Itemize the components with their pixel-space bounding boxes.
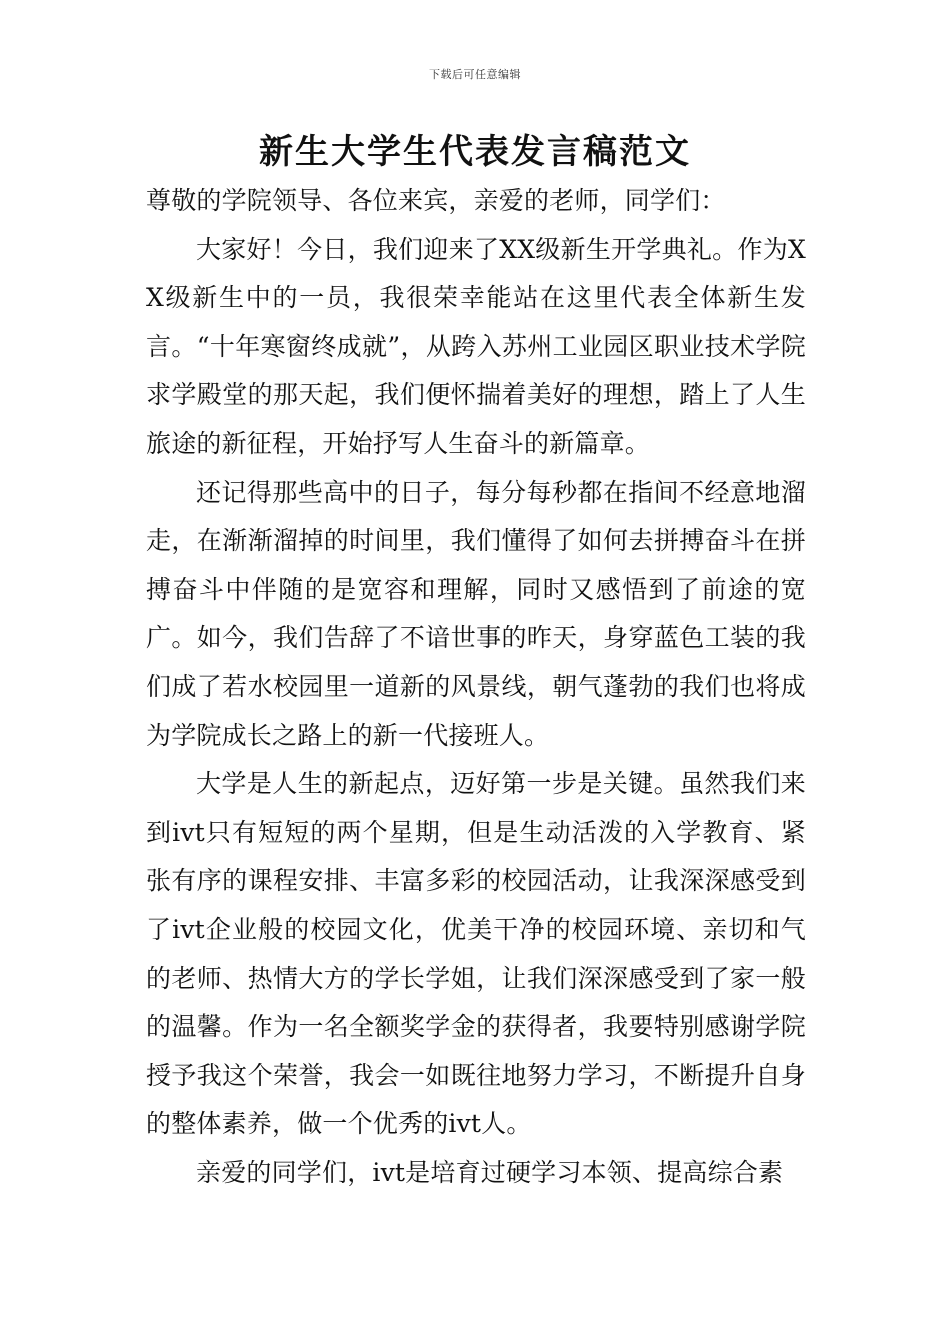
document-title: 新生大学生代表发言稿范文: [259, 132, 691, 172]
document-body: [146, 177, 806, 1197]
header-note: 下载后可任意编辑: [429, 68, 521, 81]
paragraph-2: 还记得那些高中的日子，每分每秒都在指间不经意地溜走，在渐渐溜掉的时间里，我们懂得了如何去拼搏奋斗在拼搏奋斗中伴随的是宽容和理解，同时又感悟到了前途的宽广。如今，我们告辞了不谙世事的昨天，身穿蓝色工装的我们成了若水校园里一道新的风景线，朝气蓬勃的我们也将成为学院成长之路上的新一代接班人。: [146, 477, 806, 750]
paragraph-3: 大学是人生的新起点，迈好第一步是关键。虽然我们来到ivt只有短短的两个星期，但是生动活泼的入学教育、紧张有序的课程安排、丰富多彩的校园活动，让我深深感受到了ivt企业般的校园文化，优美干净的校园环境、亲切和气的老师、热情大方的学长学姐，让我们深深感受到了家一般的温馨。作为一名全额奖学金的获得者，我要特别感谢学院授予我这个荣誉，我会一如既往地努力学习，不断提升自身的整体素养，做一个优秀的ivt人。: [146, 769, 806, 1139]
salutation: 尊敬的学院领导、各位来宾，亲爱的老师，同学们：: [146, 186, 726, 215]
paragraph-1: 大家好！今日，我们迎来了XX级新生开学典礼。作为XX级新生中的一员，我很荣幸能站在这里代表全体新生发言。“十年寒窗终成就”，从跨入苏州工业园区职业技术学院求学殿堂的那天起，我们便怀揣着美好的理想，踏上了人生旅途的新征程，开始抒写人生奋斗的新篇章。: [146, 234, 806, 458]
paragraph-4: 亲爱的同学们，ivt是培育过硬学习本领、提高综合素: [196, 1157, 784, 1187]
